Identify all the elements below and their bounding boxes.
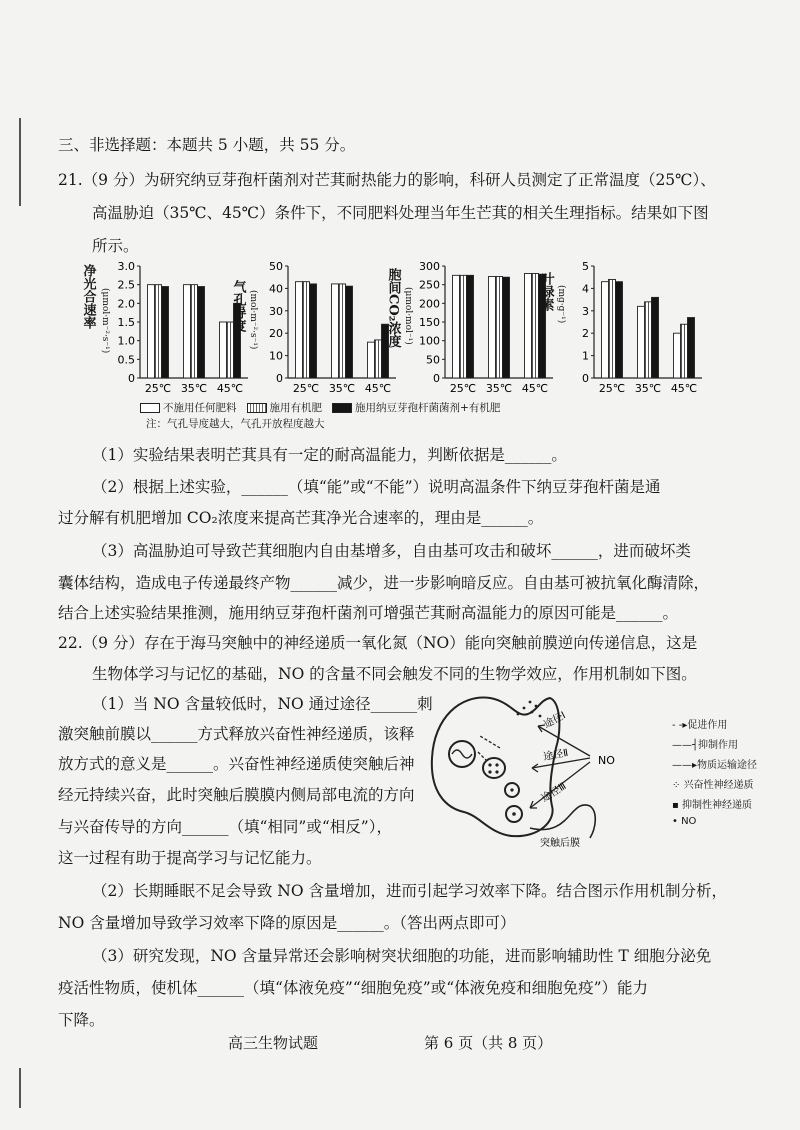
q21-line-2: 高温胁迫（35℃、45℃）条件下，不同肥料处理当年生芒萁的相关生理指标。结果如下图: [92, 204, 709, 222]
chart-legend: [140, 400, 500, 415]
q21-sub3-line3: 结合上述实验结果推测，施用纳豆芽孢杆菌剂可增强芒萁耐高温能力的原因可能是______。: [58, 604, 679, 622]
bar: [346, 286, 353, 378]
bar: [375, 340, 382, 378]
y-tick-label: 300: [419, 260, 440, 273]
y-tick-label: 30: [269, 304, 283, 318]
y-tick-label: 5: [582, 260, 589, 273]
chart2-ylabel: 气孔导度: [230, 280, 246, 332]
pathway2-label: 途径Ⅱ: [542, 747, 570, 763]
legend-inhibitory-label: 抑制性神经递质: [681, 800, 752, 811]
bar: [339, 284, 346, 378]
diagram-legend-transport: ——▸物质运输途径: [672, 760, 758, 771]
diagram-legend-inhibitory: ▪ 抑制性神经递质: [672, 800, 752, 811]
bar: [460, 275, 467, 378]
y-tick-label: 3.0: [117, 260, 135, 273]
chart4-yunit: (mg·g⁻¹): [556, 284, 566, 324]
bar: [496, 276, 503, 378]
q21-sub3-line1: （3）高温胁迫可导致芒萁细胞内自由基增多，自由基可攻击和破坏______，进而破坏类: [92, 542, 691, 560]
chart-panel-4: [538, 258, 708, 398]
legend-swatch-bacteria: [332, 403, 352, 413]
y-tick-label: 2.0: [117, 297, 135, 311]
q22-sub2-line1: （2）长期睡眠不足会导致 NO 含量增加，进而引起学习效率下降。结合图示作用机制分析，: [92, 882, 727, 900]
chart1-ylabel: 净光合速率: [80, 264, 96, 329]
q22-sub1-line6: 这一过程有助于提高学习与记忆能力。: [58, 849, 322, 867]
bar: [332, 284, 339, 378]
y-tick-label: 0: [433, 372, 440, 385]
bar: [198, 287, 205, 378]
bar: [184, 285, 191, 378]
bar: [645, 302, 652, 378]
q21-sub3-line2: 囊体结构，造成电子传递最终产物______减少，进一步影响暗反应。自由基可被抗氧化酶清除，: [58, 574, 710, 592]
no-label: NO: [598, 754, 615, 767]
y-tick-label: 50: [269, 260, 283, 273]
y-tick-label: 1.0: [117, 334, 135, 348]
bar: [191, 285, 198, 378]
legend-promote-label: 促进作用: [687, 720, 728, 731]
bar: [674, 333, 681, 378]
y-tick-label: 20: [269, 327, 283, 341]
legend-swatch-none: [140, 403, 160, 413]
x-tick-label: 45℃: [670, 382, 698, 395]
diagram-legend-inhibit: ——┤抑制作用: [672, 740, 739, 751]
x-tick-label: 25℃: [598, 382, 626, 395]
bar: [220, 322, 227, 378]
x-tick-label: 35℃: [485, 382, 513, 395]
bar: [609, 279, 616, 378]
x-tick-label: 45℃: [364, 382, 392, 395]
y-tick-label: 10: [269, 349, 283, 363]
pathway3-label: 途径Ⅲ: [539, 780, 569, 805]
q21-sub2-line2: 过分解有机肥增加 CO₂浓度来提高芒萁净光合速率的，理由是______。: [58, 509, 544, 527]
bar: [310, 284, 317, 378]
q22-sub3-line1: （3）研究发现，NO 含量异常还会影响树突状细胞的功能，进而影响辅助性 T 细胞分泌免: [92, 947, 712, 965]
y-tick-label: 250: [419, 278, 440, 292]
chart4-svg: [564, 258, 704, 398]
bar: [162, 287, 169, 378]
bar: [453, 275, 460, 378]
chart3-yunit: (μmol·mol⁻¹): [403, 287, 413, 345]
y-tick-label: 2.5: [117, 278, 135, 292]
bar: [652, 297, 659, 378]
chart2-svg: [258, 258, 398, 398]
q22-sub1-line1: （1）当 NO 含量较低时，NO 通过途径______刺: [92, 695, 433, 713]
postsynaptic-label: 突触后膜: [540, 838, 580, 848]
chart4-ylabel: 叶绿素: [538, 272, 554, 311]
x-tick-label: 35℃: [328, 382, 356, 395]
x-tick-label: 25℃: [144, 382, 172, 395]
legend-transport-label: 物质运输途径: [697, 760, 758, 771]
y-tick-label: 3: [582, 304, 589, 318]
y-tick-label: 100: [419, 334, 440, 348]
diagram-legend-promote: - -▸促进作用: [672, 720, 728, 731]
bar: [638, 306, 645, 378]
y-tick-label: 4: [582, 282, 589, 296]
bar: [303, 282, 310, 378]
footer-page: 第 6 页（共 8 页）: [424, 1034, 553, 1052]
q22-sub3-line3: 下降。: [58, 1011, 105, 1029]
diagram-legend-no: • NO: [672, 816, 697, 827]
y-tick-label: 1: [582, 349, 589, 363]
y-tick-label: 2: [582, 327, 589, 341]
bar: [148, 285, 155, 378]
q22-intro-line1: 22.（9 分）存在于海马突触中的神经递质一氧化氮（NO）能向突触前膜逆向传递信息，这是: [58, 634, 698, 652]
legend-excitatory-label: 兴奋性神经递质: [683, 780, 754, 791]
chart3-svg: [415, 258, 555, 398]
chart-note: 注：气孔导度越大，气孔开放程度越大: [146, 418, 325, 430]
x-tick-label: 25℃: [292, 382, 320, 395]
bar: [503, 277, 510, 378]
legend-no-label: NO: [681, 816, 697, 827]
postsynaptic-membrane: [530, 805, 595, 838]
y-tick-label: 200: [419, 297, 440, 311]
footer-subject: 高三生物试题: [228, 1034, 319, 1052]
y-tick-label: 40: [269, 282, 283, 296]
pathway1-label: 途径Ⅰ: [542, 710, 568, 731]
y-tick-label: 0: [276, 372, 283, 385]
q22-intro-line2: 生物体学习与记忆的基础，NO 的含量不同会触发不同的生物学效应，作用机制如下图。: [92, 665, 697, 683]
y-tick-label: 150: [419, 316, 440, 329]
x-tick-label: 35℃: [634, 382, 662, 395]
legend-label-none: 不施用任何肥料: [163, 402, 237, 414]
bar: [688, 318, 695, 378]
bar: [155, 285, 162, 378]
margin-mark-top: [19, 118, 21, 206]
legend-inhibit-label: 抑制作用: [698, 740, 739, 751]
q22-sub3-line2: 疫活性物质，使机体______（填“体液免疫”“细胞免疫”或“体液免疫和细胞免疫”）能力: [58, 979, 649, 997]
q21-sub2-line1: （2）根据上述实验，______（填“能”或“不能”）说明高温条件下纳豆芽孢杆菌是通: [92, 478, 661, 496]
x-tick-label: 35℃: [180, 382, 208, 395]
legend-swatch-organic: [247, 403, 267, 413]
chart-panel-2: [228, 258, 398, 398]
bar: [489, 276, 496, 378]
y-tick-label: 0: [582, 372, 589, 385]
q21-line-1: 21.（9 分）为研究纳豆芽孢杆菌剂对芒萁耐热能力的影响，科研人员测定了正常温度（25℃）、: [58, 171, 716, 189]
q22-sub1-line3: 放方式的意义是______。兴奋性神经递质使突触后神: [58, 755, 415, 773]
diagram-legend-excitatory: ⁘ 兴奋性神经递质: [672, 780, 754, 791]
y-tick-label: 0.5: [117, 353, 135, 367]
q22-sub1-line4: 经元持续兴奋，此时突触后膜膜内侧局部电流的方向: [58, 786, 415, 804]
section-heading: 三、非选择题：本题共 5 小题，共 55 分。: [58, 136, 356, 154]
y-tick-label: 0: [128, 372, 135, 385]
bar: [681, 324, 688, 378]
q21-line-3: 所示。: [92, 237, 139, 255]
synapse-diagram: [420, 688, 670, 848]
bar: [368, 342, 375, 378]
legend-label-bacteria: 施用纳豆芽孢杆菌菌剂+有机肥: [355, 402, 501, 414]
q22-sub1-line2: 激突触前膜以______方式释放兴奋性神经递质，该释: [58, 725, 415, 743]
y-tick-label: 50: [426, 353, 440, 367]
x-tick-label: 45℃: [521, 382, 549, 395]
chart2-yunit: (mol·m⁻²·s⁻¹): [248, 290, 258, 350]
legend-label-organic: 施用有机肥: [269, 402, 323, 414]
x-tick-label: 25℃: [449, 382, 477, 395]
bar: [525, 273, 532, 378]
q22-sub1-line5: 与兴奋传导的方向______（填“相同”或“相反”），: [58, 818, 392, 836]
chart1-yunit: (μmol·m⁻²·s⁻¹): [100, 288, 110, 354]
chart-panel-1: [80, 258, 250, 398]
bar: [467, 275, 474, 378]
bar: [296, 282, 303, 378]
q22-sub2-line2: NO 含量增加导致学习效率下降的原因是______。（答出两点即可）: [58, 914, 516, 932]
chart3-ylabel: 胞间CO₂浓度: [385, 268, 401, 348]
margin-mark-bottom: [19, 1068, 21, 1108]
q21-sub1: （1）实验结果表明芒萁具有一定的耐高温能力，判断依据是______。: [92, 446, 567, 464]
chart-panel-3: [385, 258, 555, 398]
y-tick-label: 1.5: [117, 316, 135, 329]
x-tick-label: 45℃: [216, 382, 244, 395]
bar: [602, 282, 609, 378]
bar: [616, 282, 623, 378]
